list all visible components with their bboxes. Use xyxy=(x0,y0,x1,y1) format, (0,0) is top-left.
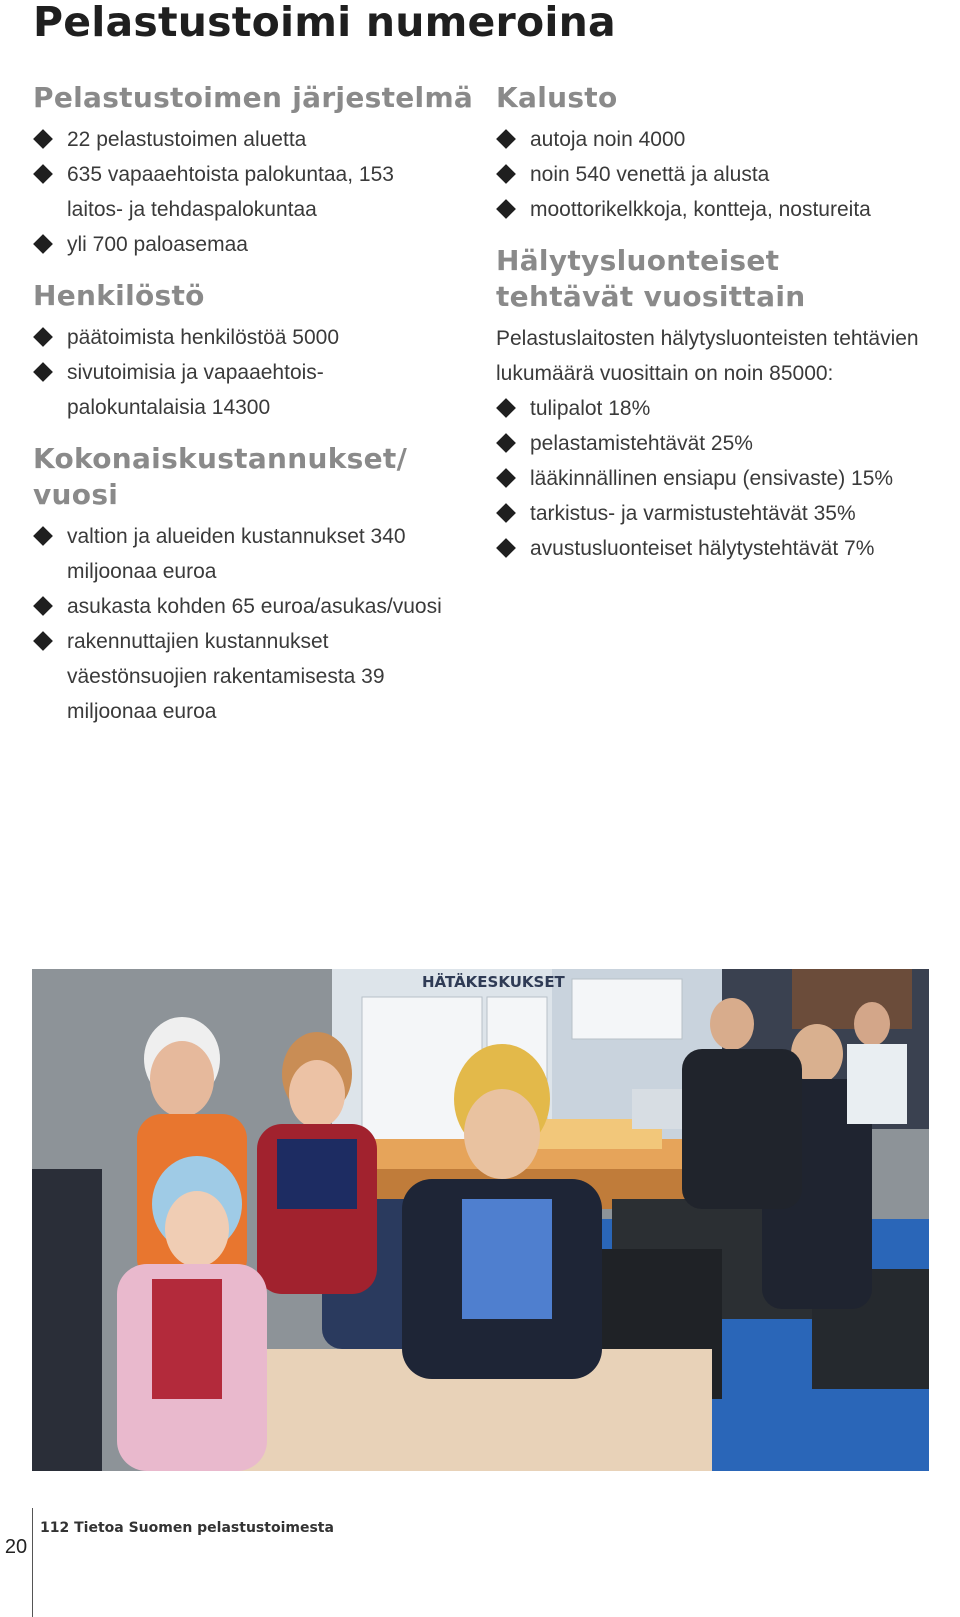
section-heading-kalusto: Kalusto xyxy=(496,81,618,114)
tehtavat-intro: Pelastuslaitosten hälytysluonteisten tehtävien lukumäärä vuosittain on noin 85000: xyxy=(496,327,919,385)
diamond-bullet-icon xyxy=(33,234,53,254)
list-item: sivutoimisia ja vapaaehtois- palokuntalaisia 14300 xyxy=(33,355,377,425)
list-item: lääkinnällinen ensiapu (ensivaste) 15% xyxy=(496,461,946,496)
list-item: noin 540 venettä ja alusta xyxy=(496,157,946,192)
diamond-bullet-icon xyxy=(33,526,53,546)
diamond-bullet-icon xyxy=(33,596,53,616)
section-heading-jarjestelma: Pelastustoimen järjestelmä xyxy=(33,81,474,114)
diamond-bullet-icon xyxy=(33,129,53,149)
list-item: rakennuttajien kustannukset väestönsuojien rakentamisesta 39 miljoonaa euroa xyxy=(33,624,397,729)
left-column xyxy=(33,80,483,729)
list-kustannukset xyxy=(33,519,483,729)
diamond-bullet-icon xyxy=(33,362,53,382)
list-item: tulipalot 18% xyxy=(496,391,946,426)
list-item: autoja noin 4000 xyxy=(496,122,946,157)
page-title: Pelastustoimi numeroina xyxy=(33,0,616,46)
list-item: avustusluonteiset hälytystehtävät 7% xyxy=(496,531,946,566)
diamond-bullet-icon xyxy=(496,503,516,523)
list-jarjestelma xyxy=(33,122,483,262)
exhibition-photo xyxy=(32,969,929,1471)
section-heading-henkilosto: Henkilöstö xyxy=(33,279,205,312)
footer-rule xyxy=(32,1508,33,1617)
list-tehtavat xyxy=(496,391,946,566)
list-item: valtion ja alueiden kustannukset 340 miljoonaa euroa xyxy=(33,519,427,589)
diamond-bullet-icon xyxy=(496,199,516,219)
list-item: 22 pelastustoimen aluetta xyxy=(33,122,483,157)
diamond-bullet-icon xyxy=(33,164,53,184)
list-item: asukasta kohden 65 euroa/asukas/vuosi xyxy=(33,589,483,624)
diamond-bullet-icon xyxy=(496,129,516,149)
list-item: päätoimista henkilöstöä 5000 xyxy=(33,320,483,355)
diamond-bullet-icon xyxy=(496,538,516,558)
list-item: yli 700 paloasemaa xyxy=(33,227,483,262)
page-number: 20 xyxy=(4,1536,28,1558)
footer-publication-title: 112 Tietoa Suomen pelastustoimesta xyxy=(40,1520,334,1536)
list-item: tarkistus- ja varmistustehtävät 35% xyxy=(496,496,946,531)
list-item: pelastamistehtävät 25% xyxy=(496,426,946,461)
photo-banner-text: HÄTÄKESKUKSET xyxy=(422,973,565,991)
list-kalusto xyxy=(496,122,946,227)
list-item: 635 vapaaehtoista palokuntaa, 153 laitos- ja tehdaspalokuntaa xyxy=(33,157,427,227)
diamond-bullet-icon xyxy=(496,468,516,488)
right-column xyxy=(496,80,946,566)
diamond-bullet-icon xyxy=(496,433,516,453)
diamond-bullet-icon xyxy=(496,398,516,418)
list-item: moottorikelkkoja, kontteja, nostureita xyxy=(496,192,946,227)
list-henkilosto xyxy=(33,320,483,425)
diamond-bullet-icon xyxy=(496,164,516,184)
section-heading-kustannukset: Kokonaiskustannukset/ vuosi xyxy=(33,442,408,511)
diamond-bullet-icon xyxy=(33,327,53,347)
section-heading-tehtavat: Hälytysluonteiset tehtävät vuosittain xyxy=(496,244,806,313)
diamond-bullet-icon xyxy=(33,631,53,651)
